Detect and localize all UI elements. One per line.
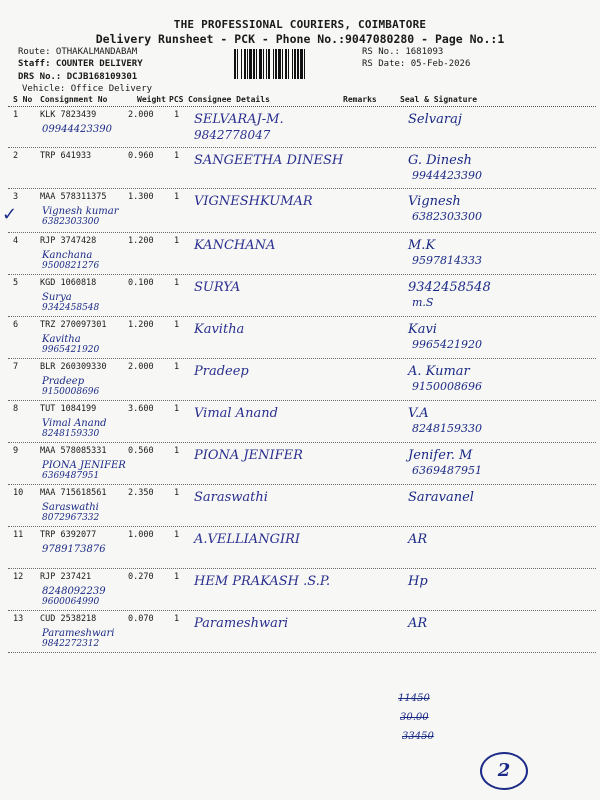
consignment-number: TRZ 270097301 (40, 320, 107, 330)
serial-number: 11 (13, 530, 24, 540)
table-row (8, 358, 596, 401)
tally-1: 11450 (398, 693, 430, 704)
vehicle-label: Vehicle: Office Delivery (22, 84, 153, 94)
signature-phone: 6369487951 (412, 464, 482, 477)
col-weight: Weight (137, 95, 166, 104)
consignment-number: RJP 3747428 (40, 236, 97, 246)
tally-3: 33450 (402, 731, 434, 742)
drs-label: DRS No.: DCJB168109301 (18, 72, 138, 82)
weight-value: 1.300 (128, 192, 154, 202)
consignment-number: KLK 7823439 (40, 110, 97, 120)
handwritten-note: Vignesh kumar (42, 206, 119, 217)
consignment-number: TUT 1084199 (40, 404, 97, 414)
handwritten-note: PIONA JENIFER (42, 460, 126, 471)
weight-value: 2.000 (128, 362, 154, 372)
pieces-value: 1 (174, 192, 180, 202)
table-row (8, 106, 596, 148)
pieces-value: 1 (174, 151, 180, 161)
signature: AR (408, 616, 428, 631)
pieces-value: 1 (174, 446, 180, 456)
barcode-image (234, 49, 358, 79)
serial-number: 6 (13, 320, 19, 330)
runsheet-subtitle: Delivery Runsheet - PCK - Phone No.:9047080280 - Page No.:1 (95, 32, 505, 46)
handwritten-phone: 9600064990 (42, 597, 100, 607)
serial-number: 7 (13, 362, 19, 372)
serial-number: 3 (13, 192, 19, 202)
handwritten-phone: 8072967332 (42, 513, 100, 523)
table-row (8, 316, 596, 359)
consignee-handwritten-name: Saraswathi (194, 490, 268, 505)
weight-value: 0.270 (128, 572, 154, 582)
weight-value: 0.100 (128, 278, 154, 288)
signature: Hp (408, 574, 428, 589)
pieces-value: 1 (174, 278, 180, 288)
consignment-number: BLR 260309330 (40, 362, 107, 372)
pieces-value: 1 (174, 488, 180, 498)
staff-label: Staff: COUNTER DELIVERY (18, 59, 143, 69)
table-row (8, 147, 596, 189)
weight-value: 1.000 (128, 530, 154, 540)
rs-number: RS No.: 1681093 (362, 47, 444, 57)
signature: Vignesh (408, 194, 461, 209)
consignee-handwritten-name: A.VELLIANGIRI (194, 532, 301, 547)
consignment-number: KGD 1060818 (40, 278, 97, 288)
signature: Selvaraj (408, 112, 462, 127)
handwritten-phone: 9500821276 (42, 261, 100, 271)
serial-number: 8 (13, 404, 19, 414)
table-row (8, 442, 596, 485)
consignee-handwritten-name: HEM PRAKASH .S.P. (194, 574, 331, 589)
consignee-handwritten-name: KANCHANA (194, 238, 276, 253)
handwritten-note: Kavitha (42, 334, 81, 345)
handwritten-note: Kanchana (42, 250, 93, 261)
col-consignment: Consignment No (40, 95, 108, 104)
signature: AR (408, 532, 428, 547)
weight-value: 2.000 (128, 110, 154, 120)
weight-value: 0.070 (128, 614, 154, 624)
weight-value: 2.350 (128, 488, 154, 498)
route-label: Route: OTHAKALMANDABAM (18, 47, 138, 57)
consignment-number: CUD 2538218 (40, 614, 97, 624)
company-title: THE PROFESSIONAL COURIERS, COIMBATORE (173, 18, 427, 31)
table-row (8, 610, 596, 653)
consignment-number: MAA 715618561 (40, 488, 107, 498)
col-remarks: Remarks (343, 95, 377, 104)
handwritten-phone: 9150008696 (42, 387, 100, 397)
pieces-value: 1 (174, 320, 180, 330)
pieces-value: 1 (174, 530, 180, 540)
signature-phone: 9965421920 (412, 338, 482, 351)
handwritten-phone: 6382303300 (42, 217, 100, 227)
serial-number: 12 (13, 572, 24, 582)
table-row (8, 526, 596, 569)
table-row (8, 568, 596, 611)
serial-number: 2 (13, 151, 19, 161)
handwritten-note: Pradeep (42, 376, 85, 387)
col-pcs: PCS (169, 95, 184, 104)
signature-phone: 9597814333 (412, 254, 482, 267)
consignee-handwritten-name: VIGNESHKUMAR (194, 194, 313, 209)
serial-number: 5 (13, 278, 19, 288)
serial-number: 1 (13, 110, 19, 120)
rs-date: RS Date: 05-Feb-2026 (362, 59, 471, 69)
consignment-number: TRP 641933 (40, 151, 92, 161)
tally-2: 30.00 (400, 712, 429, 723)
pieces-value: 1 (174, 404, 180, 414)
col-seal: Seal & Signature (400, 95, 478, 104)
signature-phone: 9944423390 (412, 169, 482, 182)
col-sno: S No (13, 95, 33, 104)
handwritten-note: Surya (42, 292, 72, 303)
consignee-handwritten-name: Pradeep (194, 364, 249, 379)
pieces-value: 1 (174, 362, 180, 372)
signature: 9342458548 (408, 280, 491, 295)
signature-phone: 6382303300 (412, 210, 482, 223)
weight-value: 0.560 (128, 446, 154, 456)
pieces-value: 1 (174, 614, 180, 624)
weight-value: 1.200 (128, 236, 154, 246)
handwritten-note: Parameshwari (42, 628, 115, 639)
handwritten-note: 09944423390 (42, 124, 112, 135)
table-row (8, 232, 596, 275)
consignee-handwritten-name: Kavitha (194, 322, 245, 337)
consignment-number: TRP 6392077 (40, 530, 97, 540)
consignee-handwritten-name: Vimal Anand (194, 406, 278, 421)
handwritten-note: Saraswathi (42, 502, 99, 513)
consignment-number: MAA 578311375 (40, 192, 107, 202)
col-details: Consignee Details (188, 95, 270, 104)
signature-phone: 8248159330 (412, 422, 482, 435)
consignee-handwritten-name: SURYA (194, 280, 241, 295)
handwritten-note: 9789173876 (42, 544, 106, 555)
table-row (8, 188, 596, 233)
handwritten-note: Vimal Anand (42, 418, 107, 429)
pieces-value: 1 (174, 236, 180, 246)
handwritten-phone: 8248159330 (42, 429, 100, 439)
signature: G. Dinesh (408, 153, 472, 168)
table-row (8, 484, 596, 527)
handwritten-phone: 6369487951 (42, 471, 100, 481)
weight-value: 3.600 (128, 404, 154, 414)
signature-phone: 9150008696 (412, 380, 482, 393)
consignee-handwritten-phone: 9842778047 (194, 128, 271, 142)
weight-value: 1.200 (128, 320, 154, 330)
handwritten-phone: 9342458548 (42, 303, 100, 313)
signature: Saravanel (408, 490, 474, 505)
signature: A. Kumar (408, 364, 470, 379)
serial-number: 10 (13, 488, 24, 498)
consignee-handwritten-name: SANGEETHA DINESH (194, 153, 344, 168)
page-number-circle: 2 (480, 752, 528, 790)
signature: Jenifer. M (408, 448, 473, 463)
table-row (8, 274, 596, 317)
serial-number: 9 (13, 446, 19, 456)
signature: V.A (408, 406, 429, 421)
consignee-handwritten-name: Parameshwari (194, 616, 289, 631)
pieces-value: 1 (174, 572, 180, 582)
weight-value: 0.960 (128, 151, 154, 161)
signature-phone: m.S (412, 296, 434, 309)
consignee-handwritten-name: SELVARAJ-M. (194, 112, 284, 127)
check-mark-icon: ✓ (2, 204, 18, 225)
handwritten-note: 8248092239 (42, 586, 106, 597)
consignee-handwritten-name: PIONA JENIFER (194, 448, 303, 463)
pieces-value: 1 (174, 110, 180, 120)
serial-number: 13 (13, 614, 24, 624)
signature: M.K (408, 238, 436, 253)
table-row (8, 400, 596, 443)
signature: Kavi (408, 322, 437, 337)
consignment-number: RJP 237421 (40, 572, 92, 582)
handwritten-phone: 9965421920 (42, 345, 100, 355)
serial-number: 4 (13, 236, 19, 246)
consignment-number: MAA 578085331 (40, 446, 107, 456)
handwritten-phone: 9842272312 (42, 639, 100, 649)
